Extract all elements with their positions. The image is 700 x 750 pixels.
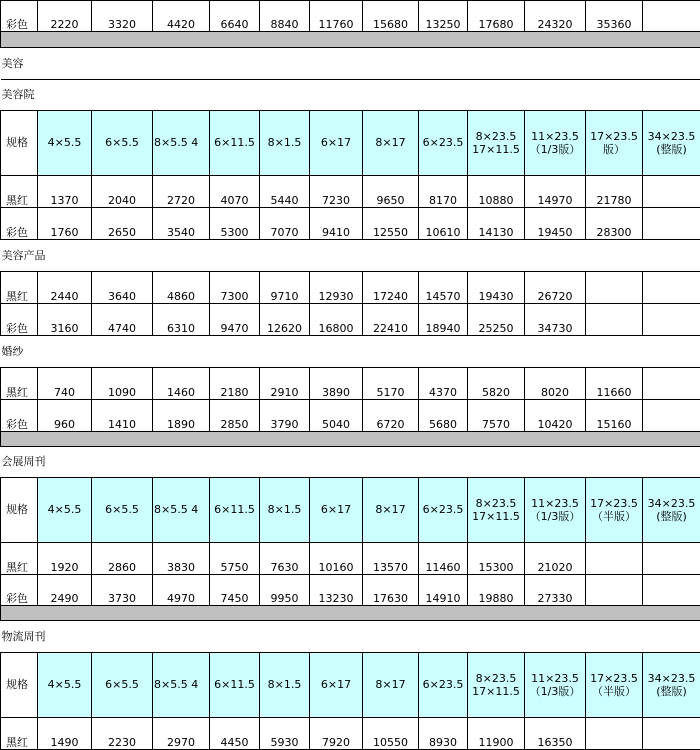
spec-size [586,111,643,176]
spec-size-line: 17×23.5 [586,497,642,510]
spec-size: 6×23.5 [419,653,468,718]
price-row [1,1,700,32]
spec-size: 8×17 [363,478,419,543]
spec-size-line: 34×23.5 [643,672,700,685]
price-cell: 15160 [586,400,643,432]
spec-size [586,478,643,543]
spec-size-line: 17×11.5 [468,143,524,156]
spec-size: 8×5.5 4 [153,478,210,543]
price-cell: 3540 [153,208,210,240]
price-cell: 5680 [419,400,468,432]
separator-row [1,32,700,48]
price-cell: 7450 [210,575,260,606]
price-cell: 2860 [92,543,153,575]
price-cell: 15300 [468,543,525,575]
price-cell [643,400,700,432]
spec-size-line: （半版） [586,510,642,523]
spec-size: 6×11.5 [210,653,260,718]
price-cell: 11760 [310,1,363,32]
price-cell: 35360 [586,1,643,32]
price-cell: 3790 [260,400,310,432]
price-cell: 2720 [153,176,210,208]
row-label: 黑红 [1,718,38,750]
price-cell: 3890 [310,368,363,400]
price-cell: 25250 [468,304,525,336]
price-row [1,304,700,336]
price-cell: 2850 [210,400,260,432]
spec-size: 6×17 [310,653,363,718]
price-cell: 10420 [525,400,586,432]
section-title-row [1,80,700,111]
price-cell: 5170 [363,368,419,400]
price-cell: 14570 [419,272,468,304]
price-cell: 1410 [92,400,153,432]
spec-size-line: （1/3版） [525,685,585,698]
price-cell: 7630 [260,543,310,575]
price-cell: 4070 [210,176,260,208]
spec-size-line: （半版） [586,685,642,698]
section-title-row [1,621,700,653]
price-cell: 2180 [210,368,260,400]
section-title: 婚纱 [1,336,700,368]
spec-size-line: 17×23.5 [586,130,642,143]
price-cell: 34730 [525,304,586,336]
price-cell [586,575,643,606]
price-cell: 5440 [260,176,310,208]
price-cell: 1090 [92,368,153,400]
price-cell: 4420 [153,1,210,32]
spec-size [468,478,525,543]
spec-size: 8×17 [363,653,419,718]
spec-size-line: 版） [586,143,642,156]
price-cell: 2220 [38,1,92,32]
spec-size: 6×5.5 [92,653,153,718]
spec-size: 8×5.5 4 [153,111,210,176]
spec-size [468,111,525,176]
price-cell: 8930 [419,718,468,750]
price-cell: 9470 [210,304,260,336]
price-cell: 1490 [38,718,92,750]
spec-size: 8×1.5 [260,111,310,176]
price-cell: 28300 [586,208,643,240]
price-cell: 5820 [468,368,525,400]
price-cell: 17240 [363,272,419,304]
spec-size: 6×17 [310,478,363,543]
price-cell: 6310 [153,304,210,336]
section-title: 美容 [1,48,700,80]
price-cell: 1460 [153,368,210,400]
price-cell [643,575,700,606]
spec-size [643,478,700,543]
section-title: 物流周刊 [1,621,700,653]
price-cell: 1760 [38,208,92,240]
price-cell [586,718,643,750]
price-cell: 7570 [468,400,525,432]
spec-header-row [1,653,700,718]
spec-size: 6×23.5 [419,478,468,543]
section-title: 美容产品 [1,240,700,272]
price-cell: 4970 [153,575,210,606]
price-cell: 2650 [92,208,153,240]
separator-row [1,432,700,447]
section-title: 美容院 [1,80,700,111]
price-cell: 7920 [310,718,363,750]
price-row [1,368,700,400]
price-cell: 2440 [38,272,92,304]
price-cell: 11460 [419,543,468,575]
spec-size: 8×1.5 [260,478,310,543]
price-cell: 5300 [210,208,260,240]
price-cell [643,368,700,400]
price-cell: 2230 [92,718,153,750]
spec-size [525,478,586,543]
price-cell: 13570 [363,543,419,575]
spec-size-line: (整版) [643,510,700,523]
price-row [1,543,700,575]
price-cell: 16800 [310,304,363,336]
spec-size: 4×5.5 [38,653,92,718]
spec-size-line: 11×23.5 [525,672,585,685]
price-cell [586,543,643,575]
price-cell: 10160 [310,543,363,575]
price-cell: 18940 [419,304,468,336]
price-cell: 1920 [38,543,92,575]
price-cell: 22410 [363,304,419,336]
spec-size-line: （1/3版） [525,143,585,156]
separator-row [1,606,700,621]
spec-size: 8×1.5 [260,653,310,718]
price-cell: 10880 [468,176,525,208]
row-label: 彩色 [1,304,38,336]
price-cell: 5930 [260,718,310,750]
spec-label: 规格 [1,478,38,543]
price-cell: 19430 [468,272,525,304]
price-row [1,575,700,606]
row-label: 彩色 [1,208,38,240]
spec-header-row [1,478,700,543]
price-cell: 10550 [363,718,419,750]
price-cell: 9950 [260,575,310,606]
price-cell [586,304,643,336]
price-cell: 21020 [525,543,586,575]
spec-size-line: 8×23.5 [468,497,524,510]
price-cell: 21780 [586,176,643,208]
separator-cell [1,432,700,447]
price-cell: 2910 [260,368,310,400]
spec-size-line: 34×23.5 [643,130,700,143]
price-cell: 5750 [210,543,260,575]
price-cell: 3640 [92,272,153,304]
price-cell: 7230 [310,176,363,208]
price-cell: 8020 [525,368,586,400]
price-cell: 6640 [210,1,260,32]
section-title-row [1,447,700,478]
price-cell: 19450 [525,208,586,240]
separator-cell [1,606,700,621]
spec-size: 4×5.5 [38,111,92,176]
price-cell: 1890 [153,400,210,432]
price-cell: 14970 [525,176,586,208]
spec-size: 8×5.5 4 [153,653,210,718]
spec-size: 6×11.5 [210,478,260,543]
spec-size [643,111,700,176]
section-title: 会展周刊 [1,447,700,478]
price-cell: 4860 [153,272,210,304]
spec-size [586,653,643,718]
spec-size-line: 8×23.5 [468,130,524,143]
price-cell: 4370 [419,368,468,400]
price-cell: 9650 [363,176,419,208]
price-row [1,400,700,432]
price-cell: 2970 [153,718,210,750]
spec-size: 6×17 [310,111,363,176]
row-label: 黑红 [1,272,38,304]
spec-size: 6×5.5 [92,478,153,543]
price-row [1,208,700,240]
price-cell: 8840 [260,1,310,32]
price-cell: 4450 [210,718,260,750]
spec-size-line: 17×23.5 [586,672,642,685]
spec-size-line: 8×23.5 [468,672,524,685]
price-cell: 9710 [260,272,310,304]
price-cell: 17680 [468,1,525,32]
price-cell: 11660 [586,368,643,400]
section-title-row [1,240,700,272]
price-row [1,272,700,304]
price-cell: 5040 [310,400,363,432]
price-cell: 17630 [363,575,419,606]
price-cell [586,272,643,304]
spec-size-line: (整版) [643,143,700,156]
price-cell: 1370 [38,176,92,208]
spec-size [525,653,586,718]
price-cell: 10610 [419,208,468,240]
spec-size-line: (整版) [643,685,700,698]
spec-header-row [1,111,700,176]
price-cell [643,1,700,32]
price-cell: 960 [38,400,92,432]
price-row [1,176,700,208]
spec-size [468,653,525,718]
price-cell: 13230 [310,575,363,606]
price-row [1,718,700,750]
spec-size-line: 34×23.5 [643,497,700,510]
price-cell: 12550 [363,208,419,240]
price-cell: 7300 [210,272,260,304]
price-cell: 8170 [419,176,468,208]
price-cell: 2040 [92,176,153,208]
price-cell: 19880 [468,575,525,606]
spec-size [525,111,586,176]
price-cell: 3830 [153,543,210,575]
price-cell: 12620 [260,304,310,336]
spec-size: 6×23.5 [419,111,468,176]
spec-size-line: 11×23.5 [525,130,585,143]
row-label: 彩色 [1,1,38,32]
price-cell: 2490 [38,575,92,606]
price-cell [643,718,700,750]
price-cell: 12930 [310,272,363,304]
section-title-row [1,336,700,368]
price-cell: 7070 [260,208,310,240]
price-cell: 9410 [310,208,363,240]
price-cell: 14910 [419,575,468,606]
price-cell: 14130 [468,208,525,240]
separator-cell [1,32,700,48]
price-cell: 3160 [38,304,92,336]
spec-size-line: 11×23.5 [525,497,585,510]
price-cell: 24320 [525,1,586,32]
price-cell: 16350 [525,718,586,750]
price-cell: 15680 [363,1,419,32]
spec-label: 规格 [1,111,38,176]
price-cell: 27330 [525,575,586,606]
row-label: 黑红 [1,176,38,208]
spec-size-line: 17×11.5 [468,510,524,523]
price-cell: 3320 [92,1,153,32]
spec-size-line: 17×11.5 [468,685,524,698]
spec-label: 规格 [1,653,38,718]
price-cell: 6720 [363,400,419,432]
row-label: 彩色 [1,400,38,432]
price-cell: 11900 [468,718,525,750]
row-label: 黑红 [1,368,38,400]
price-cell [643,176,700,208]
spec-size [643,653,700,718]
price-cell [643,543,700,575]
price-cell [643,304,700,336]
price-cell [643,208,700,240]
row-label: 黑红 [1,543,38,575]
price-cell: 26720 [525,272,586,304]
spec-size-line: （1/3版） [525,510,585,523]
section-title-row [1,48,700,80]
price-cell: 740 [38,368,92,400]
price-cell: 13250 [419,1,468,32]
spec-size: 6×5.5 [92,111,153,176]
row-label: 彩色 [1,575,38,606]
price-cell [643,272,700,304]
spec-size: 4×5.5 [38,478,92,543]
price-cell: 3730 [92,575,153,606]
spec-size: 6×11.5 [210,111,260,176]
price-cell: 4740 [92,304,153,336]
spec-size: 8×17 [363,111,419,176]
